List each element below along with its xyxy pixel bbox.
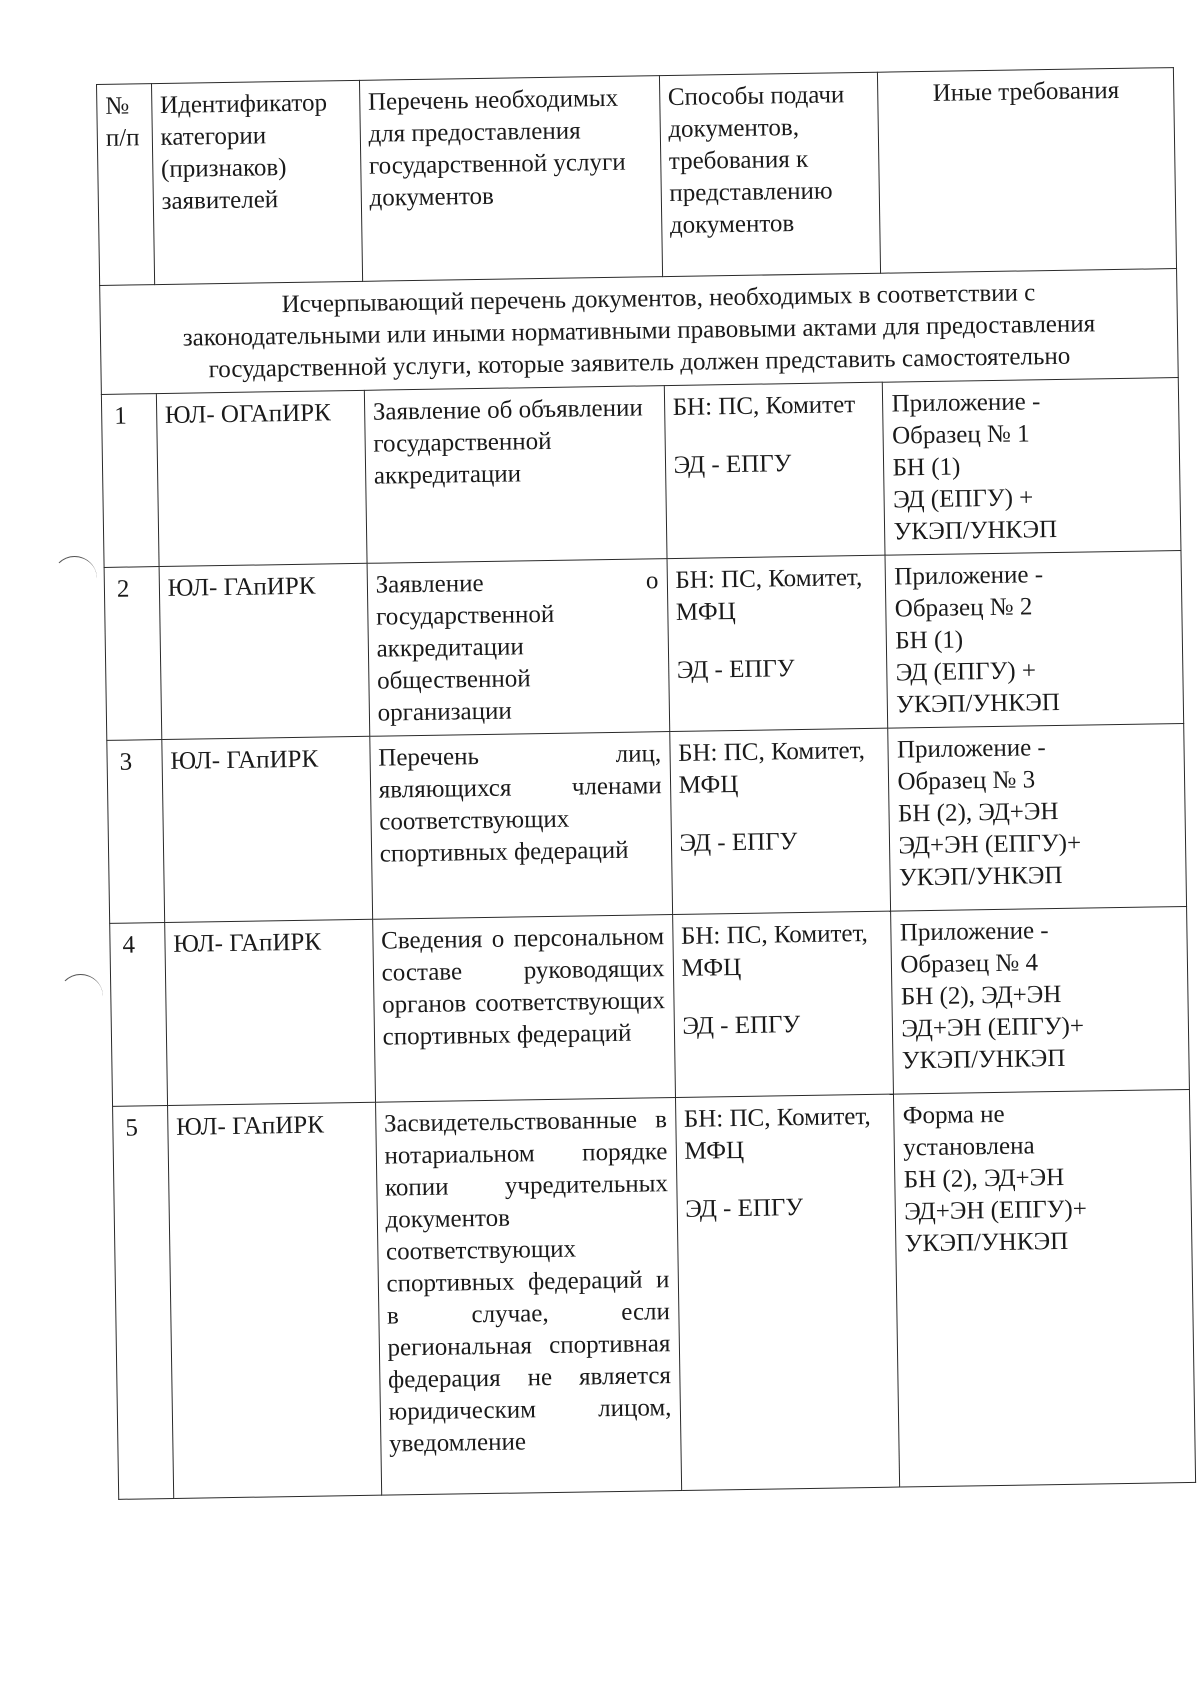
other-line: ЭД+ЭН (ЕПГУ)+ [904, 1195, 1088, 1226]
row-identifier: ЮЛ- ГАпИРК [159, 563, 370, 739]
row-other [894, 1089, 1196, 1487]
row-methods [667, 555, 889, 731]
row-methods [664, 382, 886, 558]
other-line: ЭД (ЕПГУ) + [892, 484, 1034, 514]
methods-paper: БН: ПС, Комитет, МФЦ [683, 1102, 871, 1165]
table-row [113, 1089, 1196, 1499]
header-num: № п/п [97, 84, 155, 286]
methods-electronic: ЭД - ЕПГУ [685, 1194, 804, 1223]
methods-electronic: ЭД - ЕПГУ [676, 655, 795, 684]
other-line: Форма не [902, 1100, 1005, 1130]
other-line: БН (2), ЭД+ЭН [897, 797, 1059, 828]
header-documents: Перечень необходимых для предоставления государственной услуги документов [359, 76, 662, 282]
other-line: УКЭП/УНКЭП [893, 515, 1058, 546]
other-line: ЭД+ЭН (ЕПГУ)+ [901, 1012, 1085, 1043]
table-row [104, 551, 1184, 741]
other-line: БН (2), ЭД+ЭН [903, 1163, 1065, 1194]
row-document: Сведения о персональном составе руководящих органов соответствующих спортивных федераций [372, 915, 675, 1103]
header-other: Иные требования [878, 68, 1177, 274]
row-other [883, 378, 1181, 556]
methods-electronic: ЭД - ЕПГУ [673, 450, 792, 479]
section-title-line: Исчерпывающий перечень документов, необходимых в соответствии с [281, 279, 1036, 319]
header-identifier: Идентификатор категории (признаков) заявителей [151, 80, 362, 284]
section-title [100, 269, 1179, 395]
methods-paper: БН: ПС, Комитет, МФЦ [675, 564, 863, 626]
table-row [110, 906, 1190, 1106]
other-line: УКЭП/УНКЭП [904, 1227, 1069, 1258]
row-methods [675, 1094, 900, 1490]
table-header-row [97, 68, 1177, 286]
other-line: УКЭП/УНКЭП [898, 861, 1063, 892]
requirements-table [96, 67, 1196, 1500]
row-document: Заявление о государственной аккредитации общественной организации [367, 559, 670, 737]
row-document: Перечень лиц, являющихся членами соответствующих спортивных федераций [369, 732, 672, 920]
other-line: УКЭП/УНКЭП [896, 688, 1060, 719]
row-other [885, 551, 1183, 729]
row-document: Заявление об объявлении государственной аккредитации [364, 386, 667, 564]
other-line: Образец № 1 [891, 420, 1030, 450]
table-row [107, 723, 1187, 923]
header-methods: Способы подачи документов, требования к представлению документов [659, 72, 881, 276]
row-num: 3 [107, 740, 165, 924]
row-document: Засвидетельствованные в нотариальном порядке копии учредительных документов соответствующих спортивных федераций и в случае, если региональная спортивная федерация не является юридическим лицом, уведомление [375, 1098, 681, 1496]
table-row [101, 378, 1181, 568]
other-line: Образец № 4 [900, 949, 1039, 979]
other-line: БН (1) [892, 453, 961, 482]
other-line: Образец № 3 [897, 766, 1036, 796]
section-title-line: государственной услуги, которые заявитель должен представить самостоятельно [208, 342, 1071, 384]
row-methods [669, 728, 891, 914]
row-num: 5 [113, 1106, 174, 1500]
methods-paper: БН: ПС, Комитет, МФЦ [680, 919, 869, 982]
other-line: Приложение - [894, 561, 1044, 591]
other-line: установлена [903, 1132, 1035, 1162]
methods-paper: БН: ПС, Комитет [672, 391, 856, 421]
row-other [891, 906, 1189, 1094]
row-num: 2 [104, 567, 161, 741]
other-line: Образец № 2 [894, 593, 1033, 623]
row-other [888, 723, 1186, 911]
row-identifier: ЮЛ- ГАпИРК [162, 736, 373, 922]
other-line: Приложение - [899, 917, 1049, 947]
punch-hole-mark [58, 974, 103, 1019]
methods-paper: БН: ПС, Комитет, МФЦ [677, 737, 866, 799]
punch-hole-mark [52, 556, 97, 601]
row-num: 1 [101, 394, 158, 568]
other-line: Приложение - [891, 388, 1041, 418]
other-line: БН (2), ЭД+ЭН [900, 980, 1062, 1011]
other-line: УКЭП/УНКЭП [901, 1044, 1066, 1075]
row-methods [672, 911, 894, 1097]
methods-electronic: ЭД - ЕПГУ [679, 828, 798, 857]
section-row [100, 269, 1179, 395]
other-line: Приложение - [896, 734, 1046, 764]
other-line: ЭД+ЭН (ЕПГУ)+ [898, 829, 1082, 860]
methods-electronic: ЭД - ЕПГУ [682, 1011, 801, 1040]
other-line: БН (1) [895, 626, 964, 655]
row-identifier: ЮЛ- ГАпИРК [164, 919, 375, 1105]
row-identifier: ЮЛ- ГАпИРК [167, 1102, 381, 1498]
other-line: ЭД (ЕПГУ) + [895, 657, 1037, 687]
row-identifier: ЮЛ- ОГАпИРК [156, 390, 367, 566]
section-title-line: законодательными или иными нормативными правовыми актами для предоставления [182, 310, 1096, 352]
row-num: 4 [110, 923, 168, 1107]
